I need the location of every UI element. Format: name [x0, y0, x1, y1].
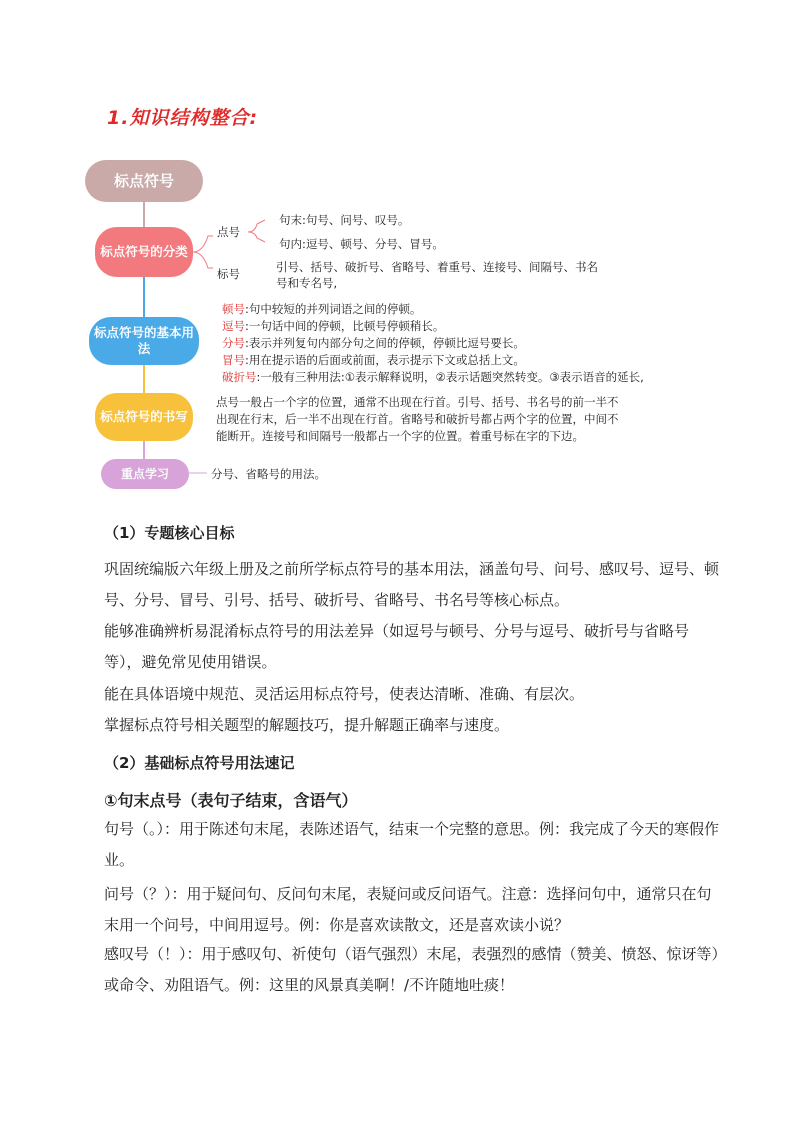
classify-ju-mo: 句末:句号、问号、叹号。	[279, 213, 410, 227]
goal-3: 能在具体语境中规范、灵活运用标点符号，使表达清晰、准确、有层次。	[104, 685, 585, 703]
connector-root-classify	[143, 202, 145, 227]
usage-item: 顿号:句中较短的并列词语之间的停顿。	[222, 302, 422, 316]
wenhao-text: 问号（？）：用于疑问句、反问句末尾，表疑问或反问语气。注意：选择问句中，通常只在句末用一个问号，中间用逗号。例：你是喜欢读散文，还是喜欢读小说？	[104, 885, 712, 934]
usage-item: 分号:表示并列复句内部分句之间的停顿，停顿比逗号要长。	[222, 336, 525, 350]
writing-line: 能断开。连接号和间隔号一般都占一个字的位置。着重号标在字的下边。	[216, 429, 584, 443]
basics-heading: （2）基础标点符号用法速记	[104, 754, 295, 772]
node-root: 标点符号	[85, 160, 203, 202]
goal-4: 掌握标点符号相关题型的解题技巧，提升解题正确率与速度。	[104, 716, 510, 734]
usage-list	[222, 301, 702, 386]
connector-classify-usage	[143, 277, 145, 317]
node-focus: 重点学习	[101, 459, 189, 489]
connector-usage-writing	[143, 365, 145, 393]
writing-line: 出现在行末，后一半不出现在行首。省略号和破折号都占两个字的位置，中间不	[216, 412, 619, 426]
gantanhao-text: 感叹号（！）：用于感叹句、祈使句（语气强烈）末尾，表强烈的感情（赞美、愤怒、惊讶等）或命令、劝阻语气。例：这里的风景真美啊！/不许随地吐痰！	[104, 945, 720, 994]
usage-item: 冒号:用在提示语的后面或前面，表示提示下文或总括上文。	[222, 353, 525, 367]
writing-line: 点号一般占一个字的位置，通常不出现在行首。引号、括号、书名号的前一半不	[216, 395, 619, 409]
goals-heading: （1）专题核心目标	[104, 524, 235, 542]
goal-2: 能够准确辨析易混淆标点符号的用法差异（如逗号与顿号、分号与逗号、破折号与省略号等），避免常见使用错误。	[104, 622, 690, 671]
node-usage: 标点符号的基本用法	[89, 317, 199, 365]
writing-text	[216, 394, 686, 445]
classify-ju-nei: 句内:逗号、顿号、分号、冒号。	[279, 237, 444, 251]
juhao-text: 句号（。）：用于陈述句末尾，表陈述语气，结束一个完整的意思。例：我完成了今天的寒假作业。	[104, 820, 720, 869]
ending-heading: ①句末点号（表句子结束，含语气）	[104, 791, 358, 810]
usage-item: 破折号:一般有三种用法:①表示解释说明，②表示话题突然转变。③表示语音的延长,	[222, 370, 644, 384]
classify-biaohao-items-1: 引号、括号、破折号、省略号、着重号、连接号、间隔号、书名	[276, 260, 598, 274]
goal-1: 巩固统编版六年级上册及之前所学标点符号的基本用法，涵盖句号、问号、感叹号、逗号、顿号、分号、冒号、引号、括号、破折号、省略号、书名号等核心标点。	[104, 560, 720, 609]
classify-biaohao: 标号	[217, 267, 240, 281]
node-classify: 标点符号的分类	[95, 227, 193, 277]
connector-writing-focus	[143, 441, 145, 459]
node-writing: 标点符号的书写	[95, 393, 193, 441]
classify-dianhao: 点号	[217, 225, 240, 239]
classify-biaohao-items-2: 号和专名号,	[276, 276, 338, 290]
focus-branch-line	[189, 466, 209, 476]
usage-item: 逗号:一句话中间的停顿，比顿号停顿稍长。	[222, 319, 445, 333]
section-title: 1.知识结构整合:	[107, 107, 259, 129]
focus-text: 分号、省略号的用法。	[211, 467, 326, 481]
